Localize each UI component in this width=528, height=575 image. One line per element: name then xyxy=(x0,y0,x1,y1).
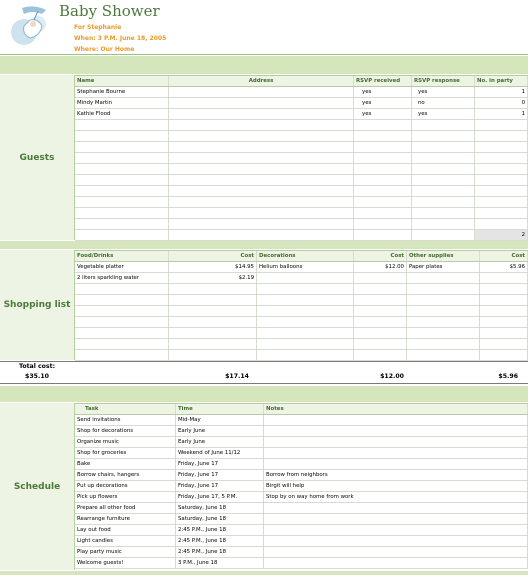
table-cell[interactable] xyxy=(257,295,354,305)
table-row-empty[interactable] xyxy=(75,350,528,361)
table-cell[interactable] xyxy=(480,317,528,327)
task-cell[interactable]: Welcome guests! xyxy=(75,558,176,568)
guest-name[interactable]: Kathie Flood xyxy=(75,109,169,119)
decoration-item[interactable]: Helium balloons xyxy=(257,262,354,272)
task-cell[interactable]: Shop for decorations xyxy=(75,426,176,436)
guests-party-total: 2 xyxy=(475,230,528,240)
task-cell[interactable]: Send invitations xyxy=(75,415,176,425)
guests-table xyxy=(75,75,528,241)
table-row[interactable] xyxy=(75,87,528,98)
table-cell[interactable] xyxy=(257,328,354,338)
other-item[interactable] xyxy=(407,273,480,283)
task-cell[interactable]: Lay out food xyxy=(75,525,176,535)
table-row[interactable] xyxy=(75,415,528,426)
col-header-rsvp-received: RSVP received xyxy=(354,76,412,86)
guest-address[interactable] xyxy=(169,87,354,97)
table-cell[interactable] xyxy=(354,131,412,141)
event-for: For Stephanie xyxy=(74,24,122,31)
time-cell[interactable]: Weekend of June 11/12 xyxy=(176,448,264,458)
table-cell[interactable] xyxy=(354,175,412,185)
table-cell[interactable] xyxy=(257,284,354,294)
table-cell[interactable] xyxy=(480,295,528,305)
table-cell[interactable] xyxy=(412,120,475,130)
table-cell[interactable] xyxy=(169,328,257,338)
band-guests-shopping xyxy=(0,241,528,249)
guest-name[interactable]: Mindy Martin xyxy=(75,98,169,108)
event-when: When: 3 P.M. June 18, 2005 xyxy=(74,35,167,42)
guest-party[interactable]: 1 xyxy=(475,87,528,97)
col-header-other: Other supplies xyxy=(407,251,480,261)
table-row-empty[interactable] xyxy=(75,339,528,350)
section-label-shopping: Shopping list xyxy=(3,300,71,310)
table-row-empty[interactable] xyxy=(75,186,528,197)
table-cell[interactable] xyxy=(75,284,169,294)
section-shopping xyxy=(0,250,75,360)
table-cell[interactable] xyxy=(354,328,407,338)
notes-cell[interactable] xyxy=(264,547,528,557)
table-cell[interactable] xyxy=(354,339,407,349)
table-row[interactable] xyxy=(75,109,528,120)
table-cell[interactable] xyxy=(169,197,354,207)
table-row-empty[interactable] xyxy=(75,306,528,317)
table-row[interactable] xyxy=(75,262,528,273)
notes-cell[interactable]: Stop by on way home from work xyxy=(264,492,528,502)
guest-received[interactable]: yes xyxy=(354,87,412,97)
table-cell[interactable] xyxy=(412,175,475,185)
section-guests xyxy=(0,75,75,240)
table-row[interactable] xyxy=(75,481,528,492)
time-cell[interactable]: Early June xyxy=(176,426,264,436)
col-header-rsvp-response: RSVP response xyxy=(412,76,475,86)
other-item[interactable]: Paper plates xyxy=(407,262,480,272)
table-cell[interactable] xyxy=(75,339,169,349)
table-cell[interactable] xyxy=(475,164,528,174)
table-row-empty[interactable] xyxy=(75,317,528,328)
guest-received[interactable]: yes xyxy=(354,98,412,108)
table-cell[interactable] xyxy=(169,284,257,294)
table-cell[interactable] xyxy=(354,153,412,163)
table-cell[interactable] xyxy=(169,153,354,163)
guest-address[interactable] xyxy=(169,98,354,108)
table-row[interactable] xyxy=(75,98,528,109)
table-cell[interactable] xyxy=(75,153,169,163)
table-cell[interactable] xyxy=(169,164,354,174)
total-cost-value: $35.10 xyxy=(25,373,49,380)
time-cell[interactable]: 2:45 P.M., June 18 xyxy=(176,547,264,557)
event-where: Where: Our Home xyxy=(74,46,135,53)
task-cell[interactable]: Prepare all other food xyxy=(75,503,176,513)
table-cell[interactable] xyxy=(257,339,354,349)
section-schedule xyxy=(0,403,75,570)
section-label-schedule: Schedule xyxy=(13,481,61,492)
band-bottom xyxy=(0,571,528,575)
shopping-header-row xyxy=(75,251,528,262)
totals-bottom-divider xyxy=(0,383,528,384)
table-cell[interactable] xyxy=(169,142,354,152)
guest-party[interactable]: 0 xyxy=(475,98,528,108)
decoration-cost[interactable]: $12.00 xyxy=(354,262,407,272)
decoration-item[interactable] xyxy=(257,273,354,283)
totals-divider xyxy=(0,361,528,362)
food-item[interactable]: Vegetable platter xyxy=(75,262,169,272)
table-cell[interactable] xyxy=(407,295,480,305)
table-cell[interactable] xyxy=(354,208,412,218)
page-title: Baby Shower xyxy=(59,2,160,20)
table-cell[interactable] xyxy=(475,142,528,152)
task-cell[interactable]: Pick up flowers xyxy=(75,492,176,502)
table-cell[interactable] xyxy=(407,328,480,338)
total-cost-label: Total cost: xyxy=(18,363,56,370)
table-cell[interactable] xyxy=(354,284,407,294)
table-row-empty[interactable] xyxy=(75,142,528,153)
guests-total-row xyxy=(75,230,528,241)
table-cell[interactable] xyxy=(407,317,480,327)
col-header-decorations: Decorations xyxy=(257,251,354,261)
table-row-empty[interactable] xyxy=(75,284,528,295)
notes-cell[interactable]: Borrow from neighbors xyxy=(264,470,528,480)
table-cell[interactable] xyxy=(475,197,528,207)
time-cell[interactable]: 2:45 P.M., June 18 xyxy=(176,536,264,546)
task-cell[interactable]: Light candles xyxy=(75,536,176,546)
table-row-empty[interactable] xyxy=(75,328,528,339)
table-cell[interactable] xyxy=(354,306,407,316)
table-cell[interactable] xyxy=(407,350,480,360)
other-total: $5.96 xyxy=(498,373,518,380)
table-row-empty[interactable] xyxy=(75,295,528,306)
table-row[interactable] xyxy=(75,558,528,569)
table-cell[interactable] xyxy=(169,120,354,130)
time-cell[interactable]: Friday, June 17 xyxy=(176,459,264,469)
table-cell[interactable] xyxy=(75,350,169,360)
table-row-empty[interactable] xyxy=(75,175,528,186)
table-cell[interactable] xyxy=(480,306,528,316)
table-cell[interactable] xyxy=(169,131,354,141)
guest-address[interactable] xyxy=(169,109,354,119)
decorations-total: $12.00 xyxy=(380,373,404,380)
decoration-cost[interactable] xyxy=(354,273,407,283)
shopping-table xyxy=(75,250,528,361)
food-cost[interactable]: $14.95 xyxy=(169,262,257,272)
task-cell[interactable]: Organize music xyxy=(75,437,176,447)
table-cell[interactable] xyxy=(169,186,354,196)
table-cell[interactable] xyxy=(169,175,354,185)
schedule-table xyxy=(75,403,528,569)
table-cell[interactable] xyxy=(407,284,480,294)
col-header-deco-cost: Cost xyxy=(354,251,407,261)
table-cell[interactable] xyxy=(412,219,475,229)
notes-cell[interactable] xyxy=(264,415,528,425)
table-cell[interactable] xyxy=(354,186,412,196)
task-cell[interactable]: Shop for groceries xyxy=(75,448,176,458)
table-cell[interactable] xyxy=(475,219,528,229)
time-cell[interactable]: Early June xyxy=(176,437,264,447)
table-row[interactable] xyxy=(75,514,528,525)
table-row[interactable] xyxy=(75,470,528,481)
table-row-empty[interactable] xyxy=(75,197,528,208)
table-cell[interactable] xyxy=(480,284,528,294)
table-cell[interactable] xyxy=(75,142,169,152)
table-cell[interactable] xyxy=(475,186,528,196)
food-cost[interactable]: $2.19 xyxy=(169,273,257,283)
notes-cell[interactable] xyxy=(264,426,528,436)
table-cell[interactable] xyxy=(169,219,354,229)
col-header-notes: Notes xyxy=(264,404,528,414)
time-cell[interactable]: 2:45 P.M., June 18 xyxy=(176,525,264,535)
time-cell[interactable]: Friday, June 17, 5 P.M. xyxy=(176,492,264,502)
notes-cell[interactable] xyxy=(264,536,528,546)
other-cost[interactable]: $5.96 xyxy=(480,262,528,272)
col-header-other-cost: Cost xyxy=(480,251,528,261)
table-cell[interactable] xyxy=(75,306,169,316)
notes-cell[interactable] xyxy=(264,558,528,568)
table-row[interactable] xyxy=(75,503,528,514)
table-cell[interactable] xyxy=(75,131,169,141)
notes-cell[interactable] xyxy=(264,503,528,513)
table-cell[interactable] xyxy=(354,197,412,207)
table-cell[interactable] xyxy=(257,317,354,327)
table-cell[interactable] xyxy=(407,306,480,316)
table-cell[interactable] xyxy=(354,350,407,360)
notes-cell[interactable] xyxy=(264,448,528,458)
table-row-empty[interactable] xyxy=(75,208,528,219)
band-shopping-schedule xyxy=(0,386,528,402)
table-cell[interactable] xyxy=(475,175,528,185)
table-row[interactable] xyxy=(75,448,528,459)
guest-party[interactable]: 1 xyxy=(475,109,528,119)
guest-response[interactable]: yes xyxy=(412,109,475,119)
notes-cell[interactable]: Birgit will help xyxy=(264,481,528,491)
table-cell[interactable] xyxy=(169,317,257,327)
table-cell[interactable] xyxy=(169,339,257,349)
stork-with-bundle-icon xyxy=(8,2,56,50)
table-cell[interactable] xyxy=(412,164,475,174)
table-row[interactable] xyxy=(75,525,528,536)
table-cell[interactable] xyxy=(169,295,257,305)
schedule-header-row xyxy=(75,404,528,415)
table-cell[interactable] xyxy=(475,208,528,218)
table-cell[interactable] xyxy=(75,197,169,207)
time-cell[interactable]: Friday, June 17 xyxy=(176,481,264,491)
notes-cell[interactable] xyxy=(264,525,528,535)
time-cell[interactable]: 3 P.M., June 18 xyxy=(176,558,264,568)
table-cell[interactable] xyxy=(354,219,412,229)
table-row-empty[interactable] xyxy=(75,131,528,142)
table-cell[interactable] xyxy=(354,142,412,152)
table-cell[interactable] xyxy=(412,131,475,141)
table-cell[interactable] xyxy=(480,350,528,360)
col-header-name: Name xyxy=(75,76,169,86)
table-row[interactable] xyxy=(75,273,528,284)
time-cell[interactable]: Friday, June 17 xyxy=(176,470,264,480)
table-cell[interactable] xyxy=(257,350,354,360)
table-row-empty[interactable] xyxy=(75,164,528,175)
table-cell[interactable] xyxy=(412,208,475,218)
notes-cell[interactable] xyxy=(264,437,528,447)
table-cell[interactable] xyxy=(75,317,169,327)
table-cell[interactable] xyxy=(412,142,475,152)
table-cell[interactable] xyxy=(475,153,528,163)
time-cell[interactable]: Saturday, June 18 xyxy=(176,503,264,513)
task-cell[interactable]: Play party music xyxy=(75,547,176,557)
table-row-empty[interactable] xyxy=(75,153,528,164)
section-label-guests: Guests xyxy=(19,152,55,163)
table-row-empty[interactable] xyxy=(75,120,528,131)
table-cell[interactable] xyxy=(75,328,169,338)
food-total: $17.14 xyxy=(225,373,249,380)
table-cell[interactable] xyxy=(354,164,412,174)
table-cell[interactable] xyxy=(354,317,407,327)
table-row[interactable] xyxy=(75,459,528,470)
guest-name[interactable]: Stephanie Bourne xyxy=(75,87,169,97)
col-header-address: Address xyxy=(169,76,354,86)
table-cell[interactable] xyxy=(75,164,169,174)
table-cell[interactable] xyxy=(75,208,169,218)
task-cell[interactable]: Put up decorations xyxy=(75,481,176,491)
table-cell[interactable] xyxy=(169,350,257,360)
time-cell[interactable]: Mid-May xyxy=(176,415,264,425)
task-cell[interactable]: Borrow chairs, hangers xyxy=(75,470,176,480)
table-cell[interactable] xyxy=(75,175,169,185)
table-cell[interactable] xyxy=(75,186,169,196)
table-cell[interactable] xyxy=(169,306,257,316)
guest-received[interactable]: yes xyxy=(354,109,412,119)
table-row[interactable] xyxy=(75,437,528,448)
table-cell[interactable] xyxy=(412,186,475,196)
table-cell[interactable] xyxy=(475,120,528,130)
notes-cell[interactable] xyxy=(264,514,528,524)
notes-cell[interactable] xyxy=(264,459,528,469)
table-cell[interactable] xyxy=(257,306,354,316)
table-cell[interactable] xyxy=(75,120,169,130)
table-cell[interactable] xyxy=(475,131,528,141)
food-item[interactable]: 2 liters sparkling water xyxy=(75,273,169,283)
table-cell[interactable] xyxy=(480,339,528,349)
table-row-empty[interactable] xyxy=(75,219,528,230)
guest-response[interactable]: yes xyxy=(412,87,475,97)
guest-response[interactable]: no xyxy=(412,98,475,108)
guests-header-row xyxy=(75,76,528,87)
col-header-food: Food/Drinks xyxy=(75,251,169,261)
time-cell[interactable]: Saturday, June 18 xyxy=(176,514,264,524)
table-row[interactable] xyxy=(75,547,528,558)
col-header-food-cost: Cost xyxy=(169,251,257,261)
band-top xyxy=(0,56,528,74)
other-cost[interactable] xyxy=(480,273,528,283)
col-header-time: Time xyxy=(176,404,264,414)
table-cell[interactable] xyxy=(480,328,528,338)
table-cell[interactable] xyxy=(354,120,412,130)
table-cell[interactable] xyxy=(412,197,475,207)
table-row[interactable] xyxy=(75,426,528,437)
table-row[interactable] xyxy=(75,492,528,503)
task-cell[interactable]: Bake xyxy=(75,459,176,469)
table-cell[interactable] xyxy=(354,295,407,305)
table-cell[interactable] xyxy=(75,295,169,305)
task-cell[interactable]: Rearrange furniture xyxy=(75,514,176,524)
table-cell[interactable] xyxy=(407,339,480,349)
header-divider xyxy=(0,54,528,55)
table-cell[interactable] xyxy=(75,219,169,229)
table-row[interactable] xyxy=(75,536,528,547)
col-header-task: Task xyxy=(75,404,176,414)
col-header-party: No. in party xyxy=(475,76,528,86)
table-cell[interactable] xyxy=(169,208,354,218)
table-cell[interactable] xyxy=(412,153,475,163)
